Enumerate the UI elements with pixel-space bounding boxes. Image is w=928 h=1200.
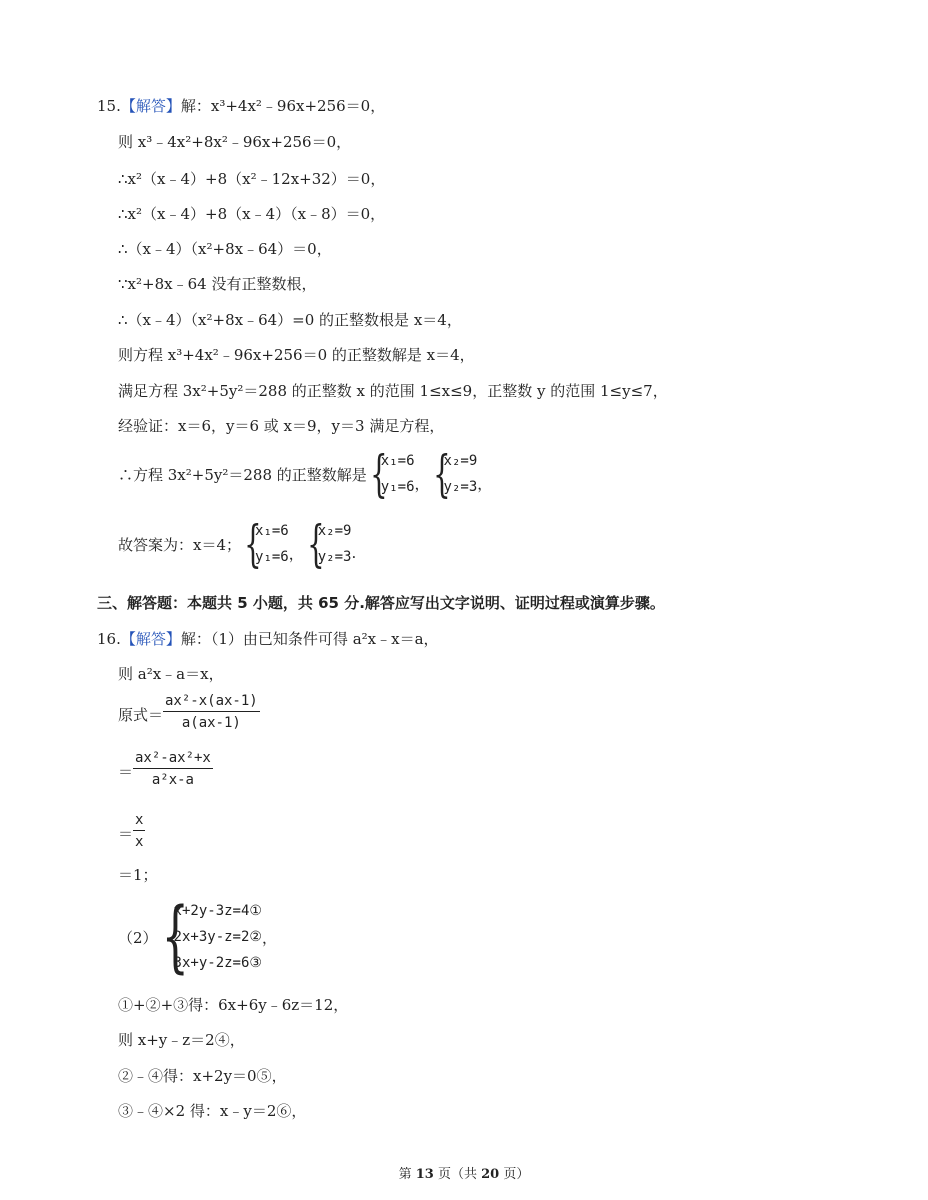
q15-line-8: 满足方程 3x²+5y²＝288 的正整数 x 的范围 1≤x≤9，正整数 y 的范围 1≤y≤7，	[118, 382, 668, 400]
brace-icon: {	[161, 892, 189, 982]
equals-sign: ＝	[118, 763, 134, 781]
end-period: .	[351, 544, 357, 562]
q15-answer-tag: 【解答】	[120, 97, 181, 115]
end-comma: ，	[477, 475, 493, 493]
separator: ，	[414, 475, 430, 493]
q15-number: 15.	[97, 97, 121, 115]
footer-pre: 第	[398, 1167, 416, 1182]
q16-step-3: ③﹣④×2 得：x﹣y＝2⑥，	[118, 1102, 307, 1120]
footer-mid: 页（共	[433, 1167, 482, 1182]
q15-line-4: ∴（x﹣4）（x²+8x﹣64）＝0，	[118, 240, 332, 258]
q16-line-2: 则 a²x﹣a＝x，	[118, 665, 224, 683]
q15-solution-prefix: ∴方程 3x²+5y²＝288 的正整数解是	[118, 465, 367, 484]
q15-solution-line	[118, 445, 493, 503]
q15-answer-prefix: 故答案为：x＝4；	[118, 535, 242, 554]
system-row: y₂=3	[443, 479, 478, 495]
page-footer	[0, 1163, 928, 1182]
brace-icon: {	[369, 445, 388, 503]
fraction-numerator: x	[133, 812, 145, 831]
q16-step-2: ②﹣④得：x+2y＝0⑤，	[118, 1067, 287, 1085]
fraction-numerator: ax²-ax²+x	[133, 750, 213, 769]
separator: ，	[288, 545, 304, 563]
system-row: y₁=6	[380, 479, 415, 495]
brace-icon: {	[244, 515, 262, 573]
q15-line-6: ∴（x﹣4）（x²+8x﹣64）=0 的正整数根是 x＝4，	[118, 311, 462, 329]
system-row: y₁=6	[255, 549, 289, 565]
q15-line-9: 经验证：x＝6，y＝6 或 x＝9，y＝3 满足方程，	[118, 417, 445, 435]
q15-line-5: ∵x²+8x﹣64 没有正整数根，	[118, 275, 317, 293]
footer-post: 页）	[499, 1167, 530, 1182]
system-row: x₂=9	[317, 523, 352, 539]
system-row: 2x+3y-z=2②	[173, 929, 262, 945]
q15-line-1: 则 x³﹣4x²+8x²﹣96x+256＝0，	[118, 133, 352, 151]
q16-part2-label: （2）	[118, 928, 158, 947]
q16-number: 16.	[97, 630, 121, 648]
system-row: x₁=6	[255, 523, 289, 539]
fraction-3	[133, 812, 145, 850]
current-page-number: 13	[415, 1167, 434, 1182]
q15-line-3: ∴x²（x﹣4）+8（x﹣4）（x﹣8）＝0，	[118, 205, 386, 223]
brace-icon: {	[432, 445, 451, 503]
fraction-2	[133, 750, 213, 788]
q16-first-line	[97, 629, 439, 649]
q16-result-1: ＝1；	[118, 866, 158, 884]
q15-line-2: ∴x²（x﹣4）+8（x²﹣12x+32）＝0，	[118, 170, 386, 188]
fraction-numerator: ax²-x(ax-1)	[163, 693, 260, 712]
section-3-heading: 三、解答题：本题共 5 小题，共 65 分.解答应写出文字说明、证明过程或演算步骤。	[97, 594, 665, 612]
system-row: x+2y-3z=4①	[173, 903, 262, 919]
system-row: x₁=6	[380, 453, 415, 469]
q15-answer-line	[118, 515, 357, 573]
q15-line-7: 则方程 x³+4x²﹣96x+256＝0 的正整数解是 x＝4，	[118, 346, 475, 364]
q16-first-text: 解：（1）由已知条件可得 a²x﹣x＝a，	[180, 630, 439, 648]
equals-sign: ＝	[118, 825, 134, 843]
q16-step-1: 则 x+y﹣z＝2④，	[118, 1031, 245, 1049]
system-row: y₂=3	[317, 549, 352, 565]
q16-step-0: ①+②+③得：6x+6y﹣6z＝12，	[118, 996, 349, 1014]
fraction-denominator: x	[135, 834, 144, 850]
system-row: x₂=9	[443, 453, 478, 469]
total-page-number: 20	[481, 1167, 500, 1182]
q15-line-0: 解：x³+4x²﹣96x+256＝0，	[180, 97, 386, 115]
q16-yuanshi-label: 原式＝	[118, 706, 164, 724]
q15-first-line	[97, 96, 385, 116]
fraction-denominator: a²x-a	[151, 772, 194, 788]
fraction-1	[163, 693, 260, 731]
system-row: 3x+y-2z=6③	[173, 955, 262, 971]
fraction-denominator: a(ax-1)	[181, 715, 241, 731]
q16-answer-tag: 【解答】	[120, 630, 181, 648]
brace-icon: {	[306, 515, 325, 573]
system-comma: ，	[261, 928, 277, 947]
q16-part2-system	[118, 892, 277, 982]
